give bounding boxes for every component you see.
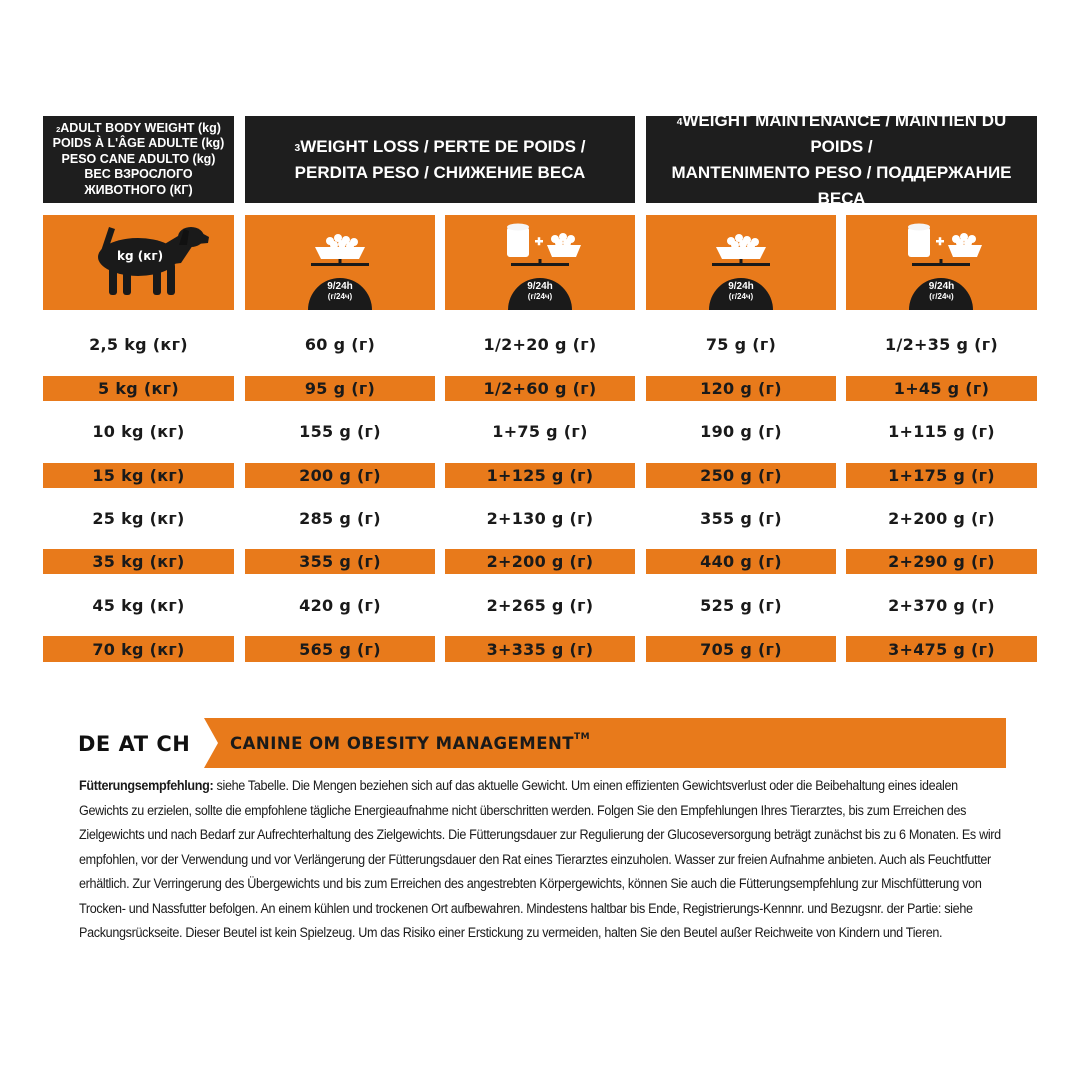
cell-weight-loss-mixed: 3+335 g (г)	[445, 636, 635, 662]
header-line: ADULT BODY WEIGHT (kg)	[60, 120, 221, 135]
cell-maintenance-mixed: 2+200 g (г)	[888, 508, 995, 528]
footnote-marker: 2	[56, 125, 61, 135]
dog-icon-label: kg (кг)	[117, 249, 164, 263]
cell-body-weight: 2,5 kg (кг)	[89, 334, 188, 354]
cell-weight-loss-mixed: 1+75 g (г)	[492, 421, 588, 441]
cell-maintenance-mixed: 1+175 g (г)	[846, 463, 1037, 488]
cell-maintenance-mixed: 1/2+35 g (г)	[885, 334, 998, 354]
header-adult-body-weight	[43, 116, 234, 203]
table-row	[0, 549, 1080, 574]
header-line: WEIGHT LOSS / PERTE DE POIDS /	[300, 136, 586, 156]
table-row	[0, 504, 1080, 532]
bowl-mixed-icon-cell	[846, 215, 1037, 310]
cell-weight-loss-mixed: 2+130 g (г)	[486, 508, 594, 528]
cell-maintenance-dry: 440 g (г)	[646, 549, 836, 574]
cell-maintenance-dry: 250 g (г)	[646, 463, 836, 488]
cell-weight-loss-dry: 95 g (г)	[245, 376, 435, 401]
cell-body-weight: 5 kg (кг)	[43, 376, 234, 401]
dish-label-daily-ru: (г/24ч)	[728, 292, 754, 301]
bowl-dry-icon-cell	[245, 215, 435, 310]
cell-weight-loss-dry: 285 g (г)	[299, 508, 381, 528]
dish-label-daily-ru: (г/24ч)	[327, 292, 353, 301]
feeding-body: siehe Tabelle. Die Mengen beziehen sich auf das aktuelle Gewicht. Um einen effizienten Gewichtsverlust oder die Beibehaltung eines idealen Gewichts zu erzielen, sollte die empfohlene tägliche Energieaufnahme nicht überschritten werden. Folgen Sie den Empfehlungen Ihres Tierarztes, bis zum Erreichen des Zielgewichts und nach Bedarf zur Aufrechterhaltung des Zielgewichts. Die Fütterungsdauer zur Regulierung der Glucoseversorgung beträgt zunächst bis zu 6 Monaten. Es wird empfohlen, vor der Verwendung und vor Verlängerung der Fütterungsdauer den Rat eines Tierarztes einzuholen. Wasser zur freien Aufnahme anbieten. Auch als Feuchtfutter erhältlich. Zur Verringerung des Übergewichts und bis zum Erreichen des angestrebten Körpergewichts, können Sie auch die Fütterungsempfehlung zur Mischfütterung von Trocken- und Nassfutter befolgen. An einem kühlen und trockenen Ort aufbewahren. Mindestens haltbar bis Ende, Registrierungs-Kennnr. und Bezugsnr. der Partie: siehe Packungsrückseite. Dieser Beutel ist kein Spielzeug. Um das Risiko einer Erstickung zu vermeiden, halten Sie den Beutel außer Reichweite von Kindern und Tieren.	[79, 778, 1001, 940]
cell-weight-loss-dry: 355 g (г)	[245, 549, 435, 574]
cell-weight-loss-dry: 200 g (г)	[245, 463, 435, 488]
cell-maintenance-dry: 120 g (г)	[646, 376, 836, 401]
header-line: PERDITA PESO / СНИЖЕНИЕ ВЕСА	[294, 162, 586, 182]
cell-weight-loss-mixed: 2+265 g (г)	[486, 595, 594, 615]
dish-label-daily-ru: (г/24ч)	[929, 292, 954, 301]
cell-weight-loss-mixed: 1/2+20 g (г)	[483, 334, 597, 354]
cell-maintenance-dry: 705 g (г)	[646, 636, 836, 662]
cell-weight-loss-dry: 60 g (г)	[304, 334, 376, 354]
table-row	[0, 330, 1080, 358]
bowl-dry-icon-cell	[646, 215, 836, 310]
product-title	[230, 734, 590, 753]
cell-body-weight: 15 kg (кг)	[43, 463, 234, 488]
cell-maintenance-mixed: 1+45 g (г)	[846, 376, 1037, 401]
cell-body-weight: 70 kg (кг)	[43, 636, 234, 662]
cell-body-weight: 25 kg (кг)	[92, 508, 185, 528]
dish-label-daily-ru: (г/24ч)	[527, 292, 553, 301]
cell-body-weight: 10 kg (кг)	[92, 421, 185, 441]
cell-weight-loss-mixed: 1/2+60 g (г)	[445, 376, 635, 401]
table-row	[0, 376, 1080, 401]
footnote-marker: 3	[294, 142, 301, 154]
table-row	[0, 591, 1080, 619]
header-line: POIDS À L'ÂGE ADULTE (kg)	[52, 136, 225, 151]
footnote-marker: 4	[676, 116, 683, 128]
table-row	[0, 463, 1080, 488]
header-weight-maintenance	[646, 110, 1037, 208]
product-title-text: CANINE OM OBESITY MANAGEMENT	[230, 734, 575, 753]
region-label: DE AT CH	[78, 732, 191, 756]
feeding-label: Fütterungsempfehlung:	[79, 778, 214, 793]
header-line: WEIGHT MAINTENANCE / MAINTIEN DU POIDS /	[682, 110, 1007, 156]
cell-weight-loss-dry: 155 g (г)	[299, 421, 381, 441]
cell-weight-loss-dry: 565 g (г)	[245, 636, 435, 662]
product-banner	[200, 718, 1006, 768]
cell-maintenance-dry: 190 g (г)	[700, 421, 782, 441]
trademark-mark: TM	[574, 732, 591, 742]
dog-icon-cell	[43, 215, 234, 310]
table-row	[0, 636, 1080, 662]
cell-maintenance-dry: 355 g (г)	[700, 508, 782, 528]
cell-maintenance-dry: 525 g (г)	[700, 595, 782, 615]
cell-body-weight: 45 kg (кг)	[92, 595, 185, 615]
cell-maintenance-mixed: 3+475 g (г)	[846, 636, 1037, 662]
header-line: ВЕС ВЗРОСЛОГО ЖИВОТНОГО (КГ)	[84, 167, 193, 197]
header-line: PESO CANE ADULTO (kg)	[61, 151, 216, 166]
cell-weight-loss-dry: 420 g (г)	[299, 595, 381, 615]
cell-maintenance-dry: 75 g (г)	[705, 334, 777, 354]
dish-label-daily: 9/24h	[527, 281, 553, 292]
table-row	[0, 417, 1080, 445]
cell-body-weight: 35 kg (кг)	[43, 549, 234, 574]
bowl-mixed-icon-cell	[445, 215, 635, 310]
cell-weight-loss-mixed: 1+125 g (г)	[445, 463, 635, 488]
cell-maintenance-mixed: 1+115 g (г)	[888, 421, 995, 441]
feeding-recommendation	[79, 774, 1003, 946]
dish-label-daily: 9/24h	[928, 281, 955, 292]
cell-maintenance-mixed: 2+370 g (г)	[888, 595, 995, 615]
cell-weight-loss-mixed: 2+200 g (г)	[445, 549, 635, 574]
dish-label-daily: 9/24h	[728, 281, 754, 292]
header-line: MANTENIMENTO PESO / ПОДДЕРЖАНИЕ ВЕСА	[671, 162, 1012, 208]
dish-label-daily: 9/24h	[327, 281, 353, 292]
header-weight-loss	[245, 116, 635, 203]
cell-maintenance-mixed: 2+290 g (г)	[846, 549, 1037, 574]
